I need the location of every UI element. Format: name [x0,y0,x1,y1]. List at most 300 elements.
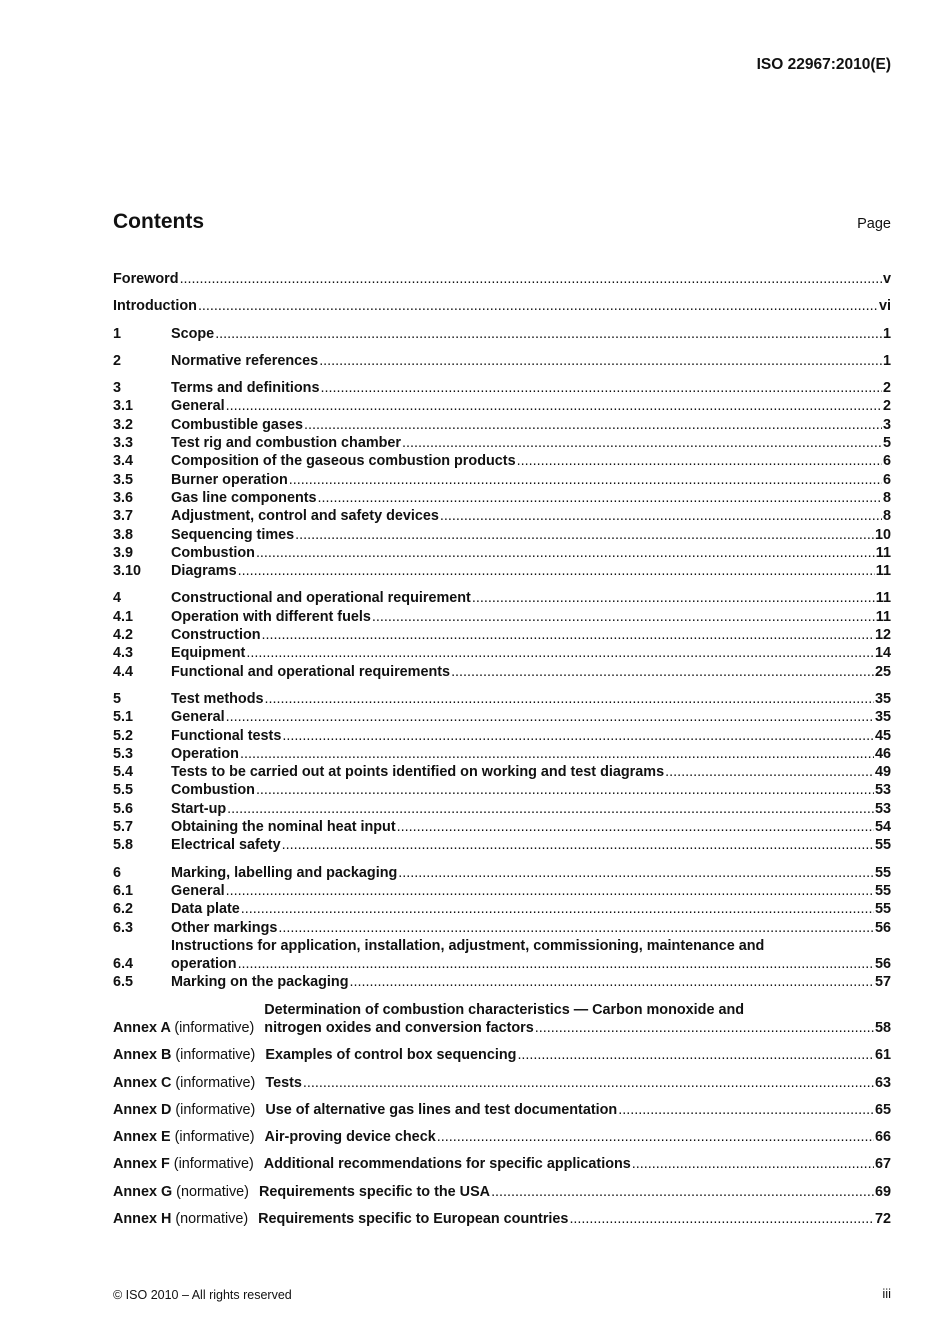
dot-leader [491,1183,874,1201]
toc-section-number: 2 [113,352,122,369]
toc-title-cell [258,1210,875,1228]
toc-title[interactable]: Combustion [171,782,255,799]
toc-title[interactable]: Tests [265,1074,302,1091]
toc-entry[interactable] [113,937,891,974]
toc-title-cell [265,1128,875,1146]
dot-leader [265,690,874,708]
toc-title-cell [171,781,875,799]
toc-entry[interactable] [113,973,891,991]
toc-group [113,1074,891,1092]
dot-leader [238,562,875,580]
toc-page-number: vi [878,298,891,315]
toc-title-cell [171,937,875,974]
toc-entry[interactable] [113,608,891,626]
toc-title[interactable]: Introduction [113,298,197,315]
dot-leader [319,352,882,370]
toc-section-number: 5.7 [113,819,134,836]
dot-leader [226,708,874,726]
toc-title-cell [171,489,883,507]
toc-title[interactable]: Terms and definitions [171,380,320,397]
toc-entry[interactable] [113,397,891,415]
toc-title[interactable]: Burner operation [171,471,288,488]
toc-section-number: 6.2 [113,901,134,918]
toc-entry[interactable] [113,644,891,662]
toc-group [113,1210,891,1228]
toc-title[interactable]: Sequencing times [171,526,295,543]
toc-title-cell [171,745,875,763]
toc-page-number: 2 [882,398,891,415]
toc-entry[interactable] [113,471,891,489]
dot-leader [262,626,874,644]
toc-page-number: 6 [882,453,891,470]
toc-page-number: 6 [882,471,891,488]
toc-title-cell [171,589,876,607]
toc-group [113,690,891,855]
toc-page-number: 57 [874,974,891,991]
toc-page-number: 11 [875,590,891,607]
toc-entry[interactable] [113,690,891,708]
toc-entry[interactable] [113,781,891,799]
toc-section-number: 5.3 [113,745,134,762]
toc-section-number: 4.2 [113,627,134,644]
dot-leader [437,1128,874,1146]
toc-title[interactable]: General [171,882,225,899]
annex-kind: (informative) [174,1129,255,1146]
toc-page-number: 11 [875,608,891,625]
toc-title-cell [113,270,883,288]
toc-title-cell [171,397,883,415]
dot-leader [569,1210,874,1228]
toc-title[interactable]: Requirements specific to the USA [258,1183,491,1200]
toc-title-cell [171,818,875,836]
toc-entry[interactable] [113,526,891,544]
toc-group [113,1183,891,1201]
annex-tag [113,1046,255,1064]
annex-label: Annex F [113,1156,170,1173]
contents-title: Contents [113,210,204,233]
toc-annex-entry[interactable] [113,1001,891,1038]
toc-title[interactable]: Combustible gases [171,416,303,433]
toc-section-number: 3 [113,380,122,397]
toc-title[interactable]: Construction [171,627,261,644]
toc-page-number: 35 [874,690,891,707]
toc-section-number: 3.6 [113,489,134,506]
dot-leader [226,882,874,900]
toc-section-number: 5.4 [113,764,134,781]
toc-entry[interactable] [113,544,891,562]
toc-title[interactable]: Examples of control box sequencing [265,1047,517,1064]
dot-leader [180,270,882,288]
toc-title-line2[interactable]: operation [171,956,237,973]
dot-leader [215,325,882,343]
annex-label: Annex C [113,1074,172,1091]
annex-kind: (informative) [175,1047,256,1064]
toc-group [113,864,891,992]
toc-title[interactable]: Marking on the packaging [171,974,349,991]
annex-kind: (informative) [175,1101,256,1118]
toc-entry[interactable] [113,882,891,900]
toc-entry[interactable] [113,589,891,607]
toc-entry[interactable] [113,800,891,818]
dot-leader [372,608,875,626]
toc-section-number: 3.1 [113,398,134,415]
toc-title[interactable]: Operation with different fuels [171,608,371,625]
dot-leader [246,644,874,662]
page-column-label: Page [857,216,891,232]
toc-page-number: 56 [874,956,891,973]
toc-title-cell [171,864,875,882]
toc-page-number: 12 [874,627,891,644]
toc-entry[interactable] [113,489,891,507]
annex-tag [113,1128,255,1146]
toc-page-number: 53 [874,800,891,817]
toc-title[interactable]: Operation [171,745,239,762]
toc-title-cell [171,352,883,370]
toc-page-number: 66 [874,1129,891,1146]
toc-group [113,1155,891,1173]
toc-title-cell [171,608,876,626]
toc-title-cell [171,690,875,708]
toc-section-number: 6.5 [113,974,134,991]
toc-page-number: v [882,271,891,287]
dot-leader [618,1101,874,1119]
toc-group [113,1001,891,1038]
toc-section-number: 4.3 [113,645,134,662]
toc-page-number: 5 [882,435,891,452]
toc-title-cell [171,900,875,918]
dot-leader [226,397,882,415]
toc-title-cell [171,526,875,544]
toc-title[interactable]: Test rig and combustion chamber [171,435,402,452]
toc-title[interactable]: Data plate [171,901,240,918]
toc-section-number: 5.5 [113,782,134,799]
toc-title[interactable]: Normative references [171,352,319,369]
toc-section-number: 3.7 [113,508,134,525]
dot-leader [402,434,882,452]
dot-leader [665,763,874,781]
annex-label: Annex D [113,1101,172,1118]
annex-label: Annex B [113,1047,172,1064]
toc-group [113,352,891,370]
toc-section-number: 3.9 [113,544,134,561]
toc-title-cell [265,1101,875,1119]
dot-leader [238,955,874,973]
dot-leader [398,864,874,882]
toc-group [113,1128,891,1146]
toc-page-number: 54 [874,819,891,836]
toc-title[interactable]: Additional recommendations for specific applications [263,1156,631,1173]
toc-title[interactable]: Tests to be carried out at points identified on working and test diagrams [171,764,665,781]
toc-page-number: 55 [874,837,891,854]
toc-title-cell [171,663,875,681]
toc-title[interactable]: Marking, labelling and packaging [171,864,398,881]
annex-tag [113,1183,249,1201]
toc-page-number: 14 [874,645,891,662]
dot-leader [198,297,878,315]
dot-leader [241,900,874,918]
dot-leader [535,1019,874,1037]
toc-entry[interactable] [113,270,891,288]
toc-title-cell [171,626,875,644]
toc-group [113,325,891,343]
toc-page-number: 1 [882,325,891,342]
toc-section-number: 4.4 [113,663,134,680]
toc-title-cell [171,882,875,900]
dot-leader [256,781,874,799]
toc-entry[interactable] [113,708,891,726]
annex-label: Annex H [113,1211,172,1228]
toc-entry[interactable] [113,562,891,580]
toc-entry[interactable] [113,297,891,315]
dot-leader [303,1074,874,1092]
dot-leader [304,416,882,434]
annex-kind: (normative) [175,1211,249,1228]
toc-title[interactable]: Start-up [171,800,227,817]
toc-title[interactable]: Diagrams [171,563,237,580]
page-number: iii [882,1286,891,1301]
dot-leader [282,727,874,745]
dot-leader [350,973,874,991]
toc-page-number: 49 [874,764,891,781]
toc-page-number: 10 [874,526,891,543]
dot-leader [320,379,882,397]
toc-annex-entry[interactable] [113,1128,891,1146]
toc-page-number: 61 [874,1047,891,1064]
toc-section-number: 5.8 [113,837,134,854]
toc-title[interactable]: Functional tests [171,727,282,744]
annex-tag [113,1101,255,1119]
toc-title-cell [171,452,883,470]
toc-entry[interactable] [113,352,891,370]
toc-title[interactable]: Constructional and operational requirement [171,590,471,607]
toc-page-number: 1 [882,352,891,369]
toc-page-number: 65 [874,1101,891,1118]
toc-entry[interactable] [113,836,891,854]
toc-page-number: 35 [874,709,891,726]
toc-title-cell [171,544,876,562]
toc-title-cell [171,434,883,452]
toc-page-number: 63 [874,1074,891,1091]
toc-entry[interactable] [113,745,891,763]
toc-annex-entry[interactable] [113,1183,891,1201]
toc-title-cell [113,297,879,315]
dot-leader [240,745,874,763]
toc-title[interactable]: Adjustment, control and safety devices [171,508,439,525]
toc-page-number: 55 [874,882,891,899]
toc-page-number: 25 [874,663,891,680]
dot-leader [318,489,882,507]
toc-entry[interactable] [113,818,891,836]
toc-title-cell [171,507,883,525]
toc-annex-entry[interactable] [113,1046,891,1064]
toc-section-number: 3.4 [113,453,134,470]
toc-title[interactable]: Air-proving device check [264,1129,436,1146]
toc-group [113,589,891,680]
dot-leader [517,452,882,470]
toc-title-cell [171,325,883,343]
toc-page-number: 8 [882,508,891,525]
toc-title-cell [171,973,875,991]
dot-leader [256,544,875,562]
annex-tag [113,1019,254,1037]
toc-title[interactable]: Foreword [113,271,179,287]
annex-kind: (informative) [175,1074,256,1091]
toc-title-wrap [264,1001,875,1038]
toc-page-number: 11 [875,544,891,561]
toc-title-cell [264,1001,875,1038]
toc-title-cell [171,708,875,726]
toc-title-cell [171,763,875,781]
toc-section-number: 6 [113,864,122,881]
toc-entry[interactable] [113,379,891,397]
annex-tag [113,1074,255,1092]
annex-label: Annex E [113,1129,171,1146]
toc-annex-entry[interactable] [113,1210,891,1228]
toc-entry[interactable] [113,507,891,525]
toc-title-line2-row [171,955,875,973]
toc-title[interactable]: Other markings [171,919,278,936]
toc-section-number: 3.3 [113,435,134,452]
toc-title[interactable]: Functional and operational requirements [171,663,451,680]
toc-title[interactable]: General [171,398,225,415]
toc-page-number: 69 [874,1183,891,1200]
toc-section-number: 1 [113,325,122,342]
toc-entry[interactable] [113,864,891,882]
toc-section-number: 6.4 [113,956,134,973]
toc-title-cell [264,1155,875,1173]
toc-page-number: 55 [874,864,891,881]
toc-section-number: 4.1 [113,608,134,625]
toc-title[interactable]: Electrical safety [171,837,281,854]
annex-tag [113,1155,254,1173]
toc-title-cell [265,1074,875,1092]
toc-group [113,297,891,315]
toc-page-number: 8 [882,489,891,506]
dot-leader [517,1046,874,1064]
toc-page-number: 72 [874,1211,891,1228]
toc-page-number: 56 [874,919,891,936]
toc-title-cell [171,471,883,489]
toc-page-number: 53 [874,782,891,799]
toc-title[interactable]: Equipment [171,645,246,662]
toc-title-cell [265,1046,875,1064]
dot-leader [227,800,874,818]
toc-entry[interactable] [113,663,891,681]
toc-title[interactable]: Scope [171,325,215,342]
annex-label: Annex A [113,1019,171,1036]
dot-leader [278,919,874,937]
toc-title[interactable]: Obtaining the nominal heat input [171,819,396,836]
toc-title[interactable]: General [171,709,225,726]
dot-leader [451,663,874,681]
toc-title-cell [171,727,875,745]
annex-kind: (normative) [176,1183,249,1200]
toc-section-number: 3.2 [113,416,134,433]
document-id: ISO 22967:2010(E) [756,56,891,73]
toc-section-number: 4 [113,590,122,607]
annex-kind: (informative) [174,1019,255,1036]
annex-tag [113,1210,248,1228]
toc-page-number: 58 [874,1019,891,1036]
toc-entry[interactable] [113,416,891,434]
toc-title-cell [171,416,883,434]
toc-section-number: 5.6 [113,800,134,817]
toc-title[interactable]: Gas line components [171,489,317,506]
toc-page-number: 11 [875,563,891,580]
dot-leader [289,471,882,489]
toc-entry[interactable] [113,900,891,918]
toc-annex-entry[interactable] [113,1074,891,1092]
toc-title-line1[interactable]: Determination of combustion characteristics — Carbon monoxide and [264,1001,745,1018]
dot-leader [472,589,875,607]
toc-entry[interactable] [113,452,891,470]
toc-annex-entry[interactable] [113,1155,891,1173]
toc-group [113,270,891,288]
toc-title-wrap [171,937,875,974]
toc-title-cell [171,644,875,662]
toc-title-cell [171,562,876,580]
toc-page-number: 55 [874,901,891,918]
toc-title-line2[interactable]: nitrogen oxides and conversion factors [264,1019,534,1036]
toc-title[interactable]: Combustion [171,544,255,561]
toc-title-cell [171,800,875,818]
annex-kind: (informative) [173,1156,254,1173]
dot-leader [282,836,874,854]
toc-title[interactable]: Use of alternative gas lines and test documentation [265,1101,618,1118]
toc-entry[interactable] [113,325,891,343]
toc-section-number: 3.10 [113,563,142,580]
toc-annex-entry[interactable] [113,1101,891,1119]
toc-entry[interactable] [113,727,891,745]
toc-entry[interactable] [113,434,891,452]
toc-page-number: 67 [874,1156,891,1173]
toc-section-number: 5.1 [113,709,134,726]
toc-group [113,1046,891,1064]
toc-title[interactable]: Test methods [171,690,264,707]
toc-title-line1[interactable]: Instructions for application, installation, adjustment, commissioning, maintenance and [171,937,765,954]
dot-leader [440,507,882,525]
toc-page-number: 3 [882,416,891,433]
toc-page-number: 46 [874,745,891,762]
toc-entry[interactable] [113,763,891,781]
toc-page-number: 45 [874,727,891,744]
toc-title-line2-row [264,1019,875,1037]
toc-title-cell [171,379,883,397]
toc-section-number: 3.5 [113,471,134,488]
dot-leader [397,818,874,836]
toc-section-number: 5.2 [113,727,134,744]
toc-title-cell [171,919,875,937]
toc-page-number: 2 [882,380,891,397]
toc-section-number: 5 [113,690,122,707]
toc-entry[interactable] [113,919,891,937]
copyright-notice: © ISO 2010 – All rights reserved [113,1288,292,1302]
toc-section-number: 6.3 [113,919,134,936]
toc-section-number: 6.1 [113,882,134,899]
toc-title-cell [171,836,875,854]
dot-leader [295,526,874,544]
annex-label: Annex G [113,1183,173,1200]
toc-group [113,379,891,580]
toc-title[interactable]: Requirements specific to European countries [258,1211,569,1228]
toc-section-number: 3.8 [113,526,134,543]
table-of-contents [113,270,891,1237]
toc-title-cell [259,1183,875,1201]
toc-group [113,1101,891,1119]
toc-title[interactable]: Composition of the gaseous combustion products [171,453,516,470]
dot-leader [632,1155,874,1173]
toc-entry[interactable] [113,626,891,644]
